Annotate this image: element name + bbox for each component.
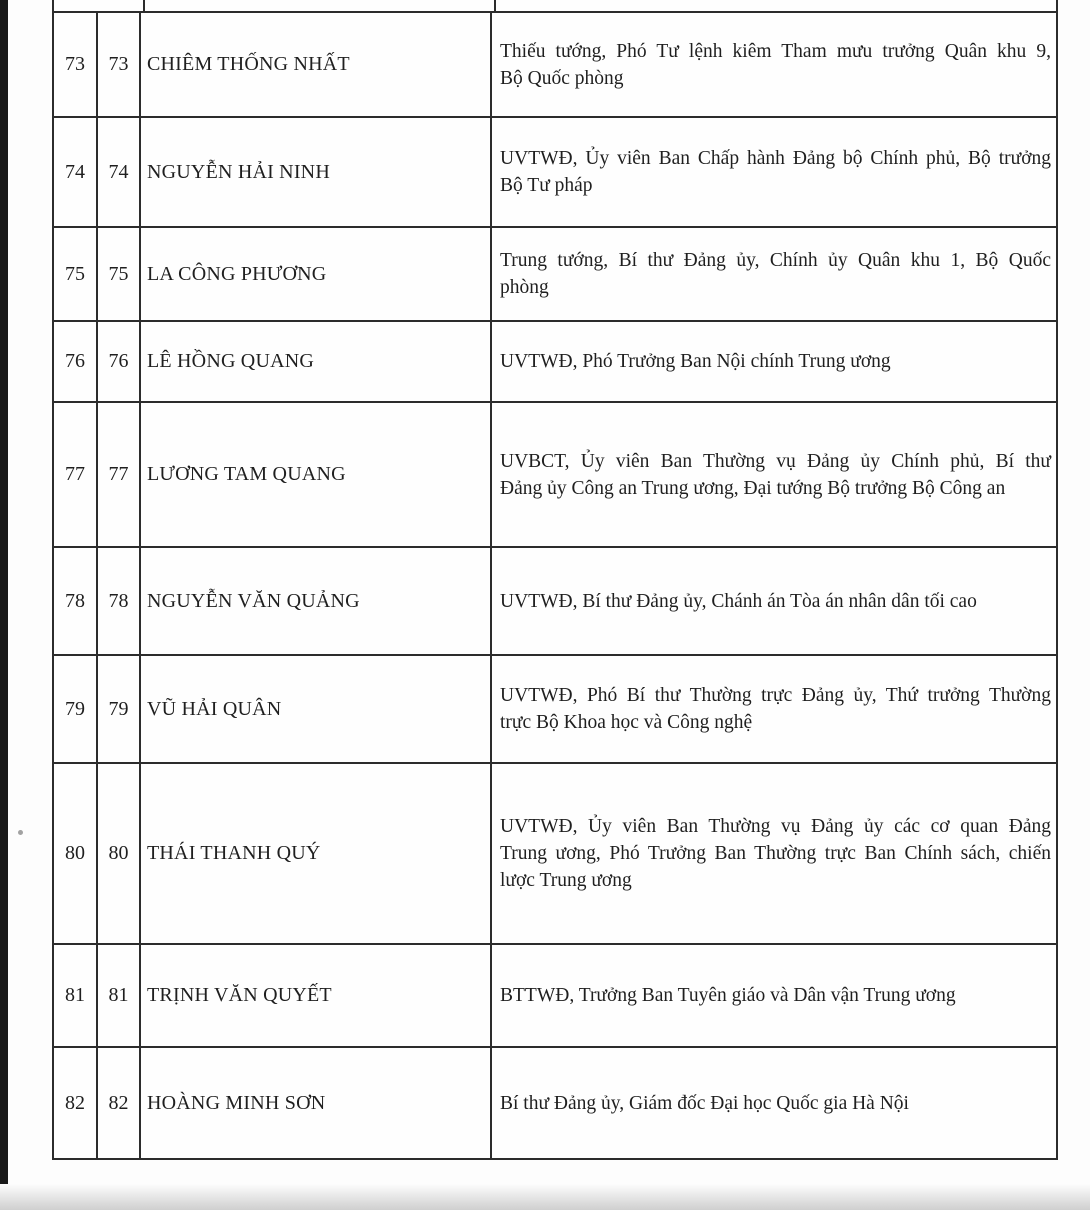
title-line: Thiếu tướng, Phó Tư lệnh kiêm Tham mưu trưởng Quân khu 9,	[500, 40, 1051, 62]
table-row	[54, 403, 1056, 548]
cutoff-title-cell	[496, 0, 1056, 11]
name-cell	[141, 118, 492, 226]
title-line: Bộ Tư pháp	[500, 175, 593, 196]
name-cell	[141, 1048, 492, 1158]
name-cell	[141, 548, 492, 654]
row-number-secondary-cell	[98, 322, 141, 401]
title-cell	[492, 13, 1056, 116]
row-number-secondary: 81	[108, 984, 129, 1006]
name-cell	[141, 945, 492, 1046]
cutoff-number-cell	[54, 0, 145, 11]
title-line: UVTWĐ, Phó Trưởng Ban Nội chính Trung ương	[500, 351, 891, 372]
officials-table	[52, 0, 1058, 1160]
name-cell	[141, 228, 492, 320]
title-line: Trung ương, Phó Trưởng Ban Thường trực Ban Chính sách, chiến	[500, 843, 1051, 864]
row-number-secondary: 80	[108, 842, 129, 864]
title-cell	[492, 656, 1056, 762]
row-number-secondary-cell	[98, 656, 141, 762]
person-name: HOÀNG MINH SƠN	[147, 1091, 326, 1114]
row-number-cell	[54, 1048, 98, 1158]
table-row	[54, 228, 1056, 322]
row-number-cell	[54, 945, 98, 1046]
table-row	[54, 118, 1056, 228]
table-row	[54, 945, 1056, 1048]
cutoff-name-cell	[145, 0, 496, 11]
row-number-cell	[54, 228, 98, 320]
title-line: Trung tướng, Bí thư Đảng ủy, Chính ủy Quân khu 1, Bộ Quốc	[500, 250, 1051, 271]
row-number: 74	[65, 160, 85, 183]
name-cell	[141, 764, 492, 943]
row-number-secondary-cell	[98, 13, 141, 116]
title-line: UVTWĐ, Ủy viên Ban Thường vụ Đảng ủy các cơ quan Đảng	[500, 816, 1051, 837]
scan-edge-strip	[0, 0, 8, 1210]
person-name: LƯƠNG TAM QUANG	[147, 463, 346, 485]
title-cell	[492, 945, 1056, 1046]
title-line: trực Bộ Khoa học và Công nghệ	[500, 712, 753, 733]
person-name: LA CÔNG PHƯƠNG	[147, 262, 327, 285]
row-number: 77	[65, 463, 85, 485]
title-line: Bí thư Đảng ủy, Giám đốc Đại học Quốc gia Hà Nội	[500, 1092, 909, 1114]
title-cell	[492, 764, 1056, 943]
row-number-secondary: 75	[108, 262, 129, 285]
table-body	[54, 13, 1056, 1160]
row-number: 75	[65, 262, 85, 285]
row-number-secondary-cell	[98, 403, 141, 546]
person-name: NGUYỄN HẢI NINH	[147, 160, 330, 183]
person-name: VŨ HẢI QUÂN	[147, 697, 282, 720]
row-number-cell	[54, 403, 98, 546]
table-row-cutoff	[54, 0, 1056, 13]
row-number-secondary-cell	[98, 945, 141, 1046]
table-row	[54, 13, 1056, 118]
title-cell	[492, 118, 1056, 226]
name-cell	[141, 403, 492, 546]
title-line: UVTWĐ, Bí thư Đảng ủy, Chánh án Tòa án nhân dân tối cao	[500, 590, 977, 612]
row-number: 81	[65, 984, 85, 1006]
person-name: NGUYỄN VĂN QUẢNG	[147, 589, 360, 612]
title-line: BTTWĐ, Trưởng Ban Tuyên giáo và Dân vận Trung ương	[500, 985, 956, 1006]
row-number-secondary: 74	[108, 160, 129, 183]
row-number-cell	[54, 118, 98, 226]
scan-bottom-shadow	[0, 1184, 1090, 1210]
table-row	[54, 548, 1056, 656]
row-number: 82	[65, 1091, 85, 1114]
row-number: 76	[65, 350, 85, 372]
row-number-secondary-cell	[98, 1048, 141, 1158]
row-number: 78	[65, 589, 85, 612]
row-number-cell	[54, 322, 98, 401]
row-number-secondary: 77	[108, 463, 129, 485]
title-cell	[492, 403, 1056, 546]
person-name: THÁI THANH QUÝ	[147, 842, 321, 864]
scan-speck	[18, 830, 23, 835]
row-number-secondary: 76	[108, 350, 129, 372]
table-row	[54, 656, 1056, 764]
title-line: Bộ Quốc phòng	[500, 67, 624, 89]
title-line: UVTWĐ, Ủy viên Ban Chấp hành Đảng bộ Chính phủ, Bộ trưởng	[500, 148, 1051, 169]
row-number: 79	[65, 697, 85, 720]
row-number-cell	[54, 13, 98, 116]
row-number-secondary-cell	[98, 548, 141, 654]
title-cell	[492, 322, 1056, 401]
row-number-cell	[54, 656, 98, 762]
title-line: UVBCT, Ủy viên Ban Thường vụ Đảng ủy Chính phủ, Bí thư	[500, 450, 1051, 472]
person-name: LÊ HỒNG QUANG	[147, 350, 315, 372]
name-cell	[141, 322, 492, 401]
row-number-secondary: 73	[108, 53, 129, 75]
title-line: lược Trung ương	[500, 870, 632, 891]
title-cell	[492, 1048, 1056, 1158]
row-number-secondary: 79	[108, 697, 129, 720]
row-number-secondary: 78	[108, 589, 129, 612]
name-cell	[141, 13, 492, 116]
title-line: phòng	[500, 277, 549, 298]
person-name: CHIÊM THỐNG NHẤT	[147, 53, 350, 75]
row-number-secondary-cell	[98, 228, 141, 320]
row-number: 73	[65, 53, 85, 75]
title-cell	[492, 228, 1056, 320]
row-number-secondary-cell	[98, 118, 141, 226]
row-number-secondary: 82	[108, 1091, 129, 1114]
row-number: 80	[65, 842, 85, 864]
title-cell	[492, 548, 1056, 654]
table-row	[54, 764, 1056, 945]
table-row	[54, 322, 1056, 403]
row-number-secondary-cell	[98, 764, 141, 943]
row-number-cell	[54, 548, 98, 654]
title-line: Đảng ủy Công an Trung ương, Đại tướng Bộ trưởng Bộ Công an	[500, 477, 1006, 499]
row-number-cell	[54, 764, 98, 943]
name-cell	[141, 656, 492, 762]
title-line: UVTWĐ, Phó Bí thư Thường trực Đảng ủy, Thứ trưởng Thường	[500, 685, 1051, 706]
person-name: TRỊNH VĂN QUYẾT	[147, 984, 332, 1006]
table-row	[54, 1048, 1056, 1160]
